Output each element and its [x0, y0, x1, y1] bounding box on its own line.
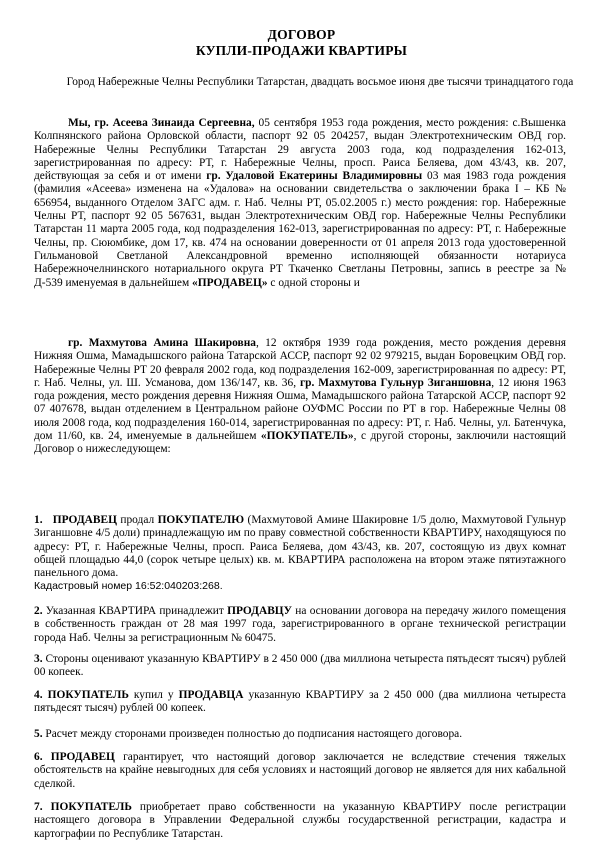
section-1-seller: ПРОДАВЕЦ [52, 514, 117, 526]
buyers-closing: , с другой стороны, заключили настоящий Договор о нижеследующем: [34, 430, 567, 456]
seller2-details: 03 мая 1983 года рождения (фамилия «Асеева» изменена на «Удалова» на основании свидетельства о заключении брака I – КБ № 656954, выданного Отделом ЗАГС адм. г. Наб. Челны РТ, 05.02.2005 г.) место рождения: гор. Набережные Челны РТ, паспорт 92 05 567631, выдан Электротехническим ОВД гор. Набережные Челны Республики Татарстан 11 марта 2005 года, код подразделения 162-013, зарегистрированная по адресу: РТ, г. Набережные Челны, пр. Сююмбике, дом 17, кв. 474 на основании доверенности от 01 апреля 2013 года удостоверенной Гильмановой Светланой Александровной временно исполняющей обязанности нотариуса Набережночелнинского нотариального округа РТ Ткаченко Светланы Петровны, запись в реестре за № Д-539 именуемая в дальнейшем [34, 170, 566, 289]
section-7-text: приобретает право собственности на указанную КВАРТИРУ после регистрации настоящего договора в Управлении Федеральной службы государственной регистрации, кадастра и картографии по Республике Татарстан. [34, 801, 566, 840]
section-4-verb: купил у [128, 689, 179, 701]
section-1-verb: продал [116, 514, 158, 526]
section-3-text: Стороны оценивают указанную КВАРТИРУ в 2 450 000 (два миллиона четыреста пятьдесят тысяч) рублей 00 копеек. [34, 653, 566, 679]
section-1 [34, 514, 566, 594]
section-7 [34, 801, 566, 841]
section-6 [34, 751, 566, 791]
buyer1-name: гр. Махмутова Амина Шакировна [68, 337, 256, 349]
section-5 [34, 728, 566, 741]
section-5-text: Расчет между сторонами произведен полностью до подписания настоящего договора. [42, 728, 463, 740]
section-3-number: 3. [34, 653, 43, 665]
buyer2-name: гр. Махмутова Гульнур Зиганшовна [300, 376, 492, 389]
section-4-number: 4. [34, 689, 43, 701]
section-7-number: 7. [34, 801, 43, 813]
section-4-buyer: ПОКУПАТЕЛЬ [47, 689, 129, 701]
section-3 [34, 653, 566, 680]
sellers-closing: с одной стороны и [267, 276, 360, 289]
section-2-text-a: Указанная КВАРТИРА принадлежит [42, 605, 228, 617]
sellers-paragraph [34, 117, 566, 290]
section-4-seller: ПРОДАВЦА [178, 689, 244, 701]
seller-role: «ПРОДАВЕЦ» [192, 276, 268, 289]
seller1-details: 05 сентября 1953 года рождения, место рождения: с.Вышенка Колпнянского района Орловской области, паспорт 92 05 204257, выдан Электротехническим ОВД гор. Набережные Челны Республики Татарстан 29 августа 2003 года, код подразделения 162-013, зарегистрированная по адресу: РТ, г. Набережные Челны, просп. Раиса Беляева, дом 43/43, кв. 207, действующая за себя и от имени [34, 117, 566, 183]
sellers-intro: Мы, гр. Асеева Зинаида Сергеевна, [68, 117, 255, 129]
buyer-role: «ПОКУПАТЕЛЬ» [260, 430, 354, 443]
section-2-number: 2. [34, 605, 43, 617]
seller2-name: гр. Удаловой Екатерины Владимировны [206, 170, 423, 183]
section-7-buyer: ПОКУПАТЕЛЬ [50, 801, 132, 813]
buyer1-details: , 12 октября 1939 года рождения, место рождения деревня Нижняя Ошма, Мамадышского района Татарской АССР, паспорт 92 02 979215, выдан Боровецким ОВД гор. Набережные Челны РТ 20 февраля 2002 года, код подразделения 162-009, зарегистрированная по адресу: РТ, г. Наб. Челны, ул. Ш. Усманова, дом 136/147, кв. 36, [34, 337, 566, 389]
buyers-paragraph [34, 337, 566, 457]
section-1-number: 1. [34, 514, 43, 526]
section-1-text: (Махмутовой Амине Шакировне 1/5 долю, Махмутовой Гульнур Зиганшовне 4/5 доли) принадлежащую им по праву совместной собственности КВАРТИРУ, находящуюся по адресу: РТ, г. Набережные Челны, просп. Раиса Беляева, дом 43/43, кв. 207, состоящую из двух комнат общей площадью 44,0 (сорок четыре целых) кв. м. КВАРТИРА расположена на втором этаже пятиэтажного панельного дома. [34, 514, 566, 580]
section-4-text: указанную КВАРТИРУ за 2 450 000 (два миллиона четыреста пятьдесят тысяч) рублей 00 копеек. [34, 689, 566, 715]
place-and-date: Город Набережные Челны Республики Татарстан, двадцать восьмое июня две тысячи тринадцатого года [66, 76, 574, 88]
cadastral-number: Кадастровый номер 16:52:040203:268. [34, 580, 223, 593]
document-subtitle: КУПЛИ-ПРОДАЖИ КВАРТИРЫ [195, 43, 408, 58]
section-6-seller: ПРОДАВЕЦ [50, 751, 115, 763]
section-4 [34, 689, 566, 716]
section-1-buyer: ПОКУПАТЕЛЮ [157, 514, 245, 526]
section-6-number: 6. [34, 751, 43, 763]
section-2 [34, 605, 566, 645]
section-5-number: 5. [34, 728, 43, 740]
buyer2-details: , 12 июня 1963 года рождения, место рождения деревня Нижняя Ошма, Мамадышского района Татарской АССР, паспорт 92 07 407678, выдан отделением в Центральном районе ОУФМС России по РТ в гор. Набережные Челны 08 июля 2008 года, код подразделения 160-014, зарегистрированная по адресу: РТ, г. Наб. Челны, ул. Батенчука, дом 11/60, кв. 24, именуемые в дальнейшем [34, 376, 566, 443]
document-title: ДОГОВОР [267, 27, 336, 42]
section-2-seller: ПРОДАВЦУ [227, 605, 293, 617]
section-2-text-b: на основании договора на передачу жилого помещения в собственность граждан от 28 мая 1997 года, зарегистрированного в органе технической регистрации города Наб. Челны за регистрационным № 60475. [34, 605, 566, 644]
section-6-text: гарантирует, что настоящий договор заключается не вследствие стечения тяжелых обстоятельств на крайне невыгодных для себя условиях и настоящий договор не является для них кабальной сделкой. [34, 751, 566, 790]
